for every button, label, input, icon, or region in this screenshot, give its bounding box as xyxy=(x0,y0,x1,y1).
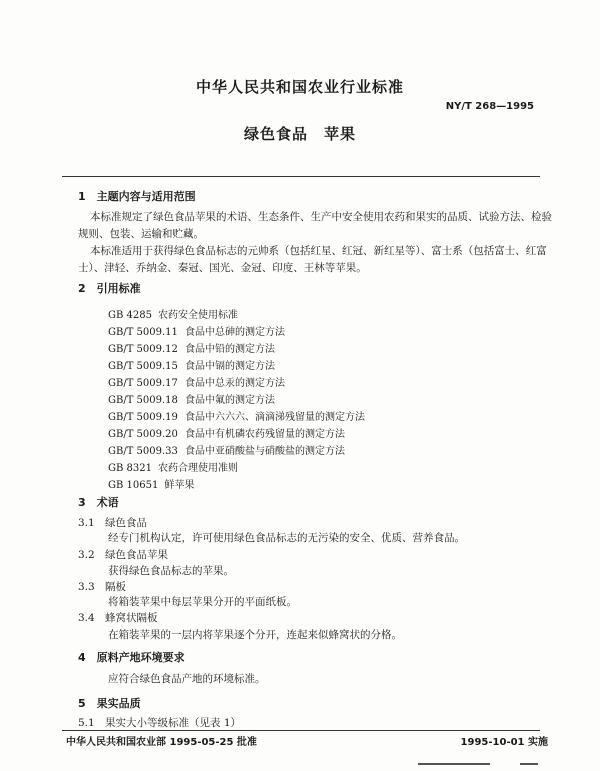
subsection-number: 5.1 xyxy=(78,717,95,729)
term-heading xyxy=(78,610,158,625)
reference-item xyxy=(108,408,365,423)
reference-title: 食品中有机磷农药残留量的测定方法 xyxy=(185,429,345,440)
term-number: 3.2 xyxy=(78,549,95,561)
standard-code: NY/T 268—1995 xyxy=(445,101,534,112)
reference-item xyxy=(108,306,238,321)
reference-title: 食品中总砷的测定方法 xyxy=(185,327,285,338)
term-name: 隔板 xyxy=(105,581,126,593)
reference-title: 鲜苹果 xyxy=(164,480,195,491)
approval-line: 中华人民共和国农业部 1995-05-25 批准 xyxy=(66,737,257,748)
scan-mark xyxy=(520,763,538,765)
term-heading xyxy=(78,579,126,594)
subsection-5-1 xyxy=(78,715,241,730)
reference-item xyxy=(108,476,194,491)
reference-code: GB/T 5009.20 xyxy=(108,429,178,440)
term-name: 绿色食品苹果 xyxy=(105,549,168,561)
section-2-heading: 2 引用标准 xyxy=(78,282,141,295)
implementation-date: 1995-10-01 实施 xyxy=(460,737,548,748)
term-definition: 经专门机构认定，许可使用绿色食品标志的无污染的安全、优质、营养食品。 xyxy=(108,532,465,544)
reference-code: GB 4285 xyxy=(108,310,152,321)
reference-title: 食品中亚硝酸盐与硝酸盐的测定方法 xyxy=(185,446,345,457)
reference-code: GB 10651 xyxy=(108,480,159,491)
reference-code: GB/T 5009.15 xyxy=(108,361,178,372)
term-name: 绿色食品 xyxy=(105,517,147,529)
footer-divider xyxy=(62,730,540,731)
reference-title: 食品中总汞的测定方法 xyxy=(185,378,285,389)
subsection-text: 果实大小等级标准（见表 1） xyxy=(105,717,242,729)
section-1-heading: 1 主题内容与适用范围 xyxy=(78,190,196,203)
term-number: 3.1 xyxy=(78,517,95,529)
reference-code: GB/T 5009.33 xyxy=(108,446,178,457)
section-5-heading: 5 果实品质 xyxy=(78,697,141,710)
reference-code: GB/T 5009.18 xyxy=(108,395,178,406)
section-1-para1-line1: 本标准规定了绿色食品苹果的术语、生态条件、生产中安全使用农药和果实的品质、试验方法、检验 xyxy=(90,211,552,223)
reference-item xyxy=(108,357,275,372)
reference-title: 食品中铅的测定方法 xyxy=(185,344,275,355)
reference-code: GB/T 5009.17 xyxy=(108,378,178,389)
section-1-para2-line2: 士）、津轻、乔纳金、秦冠、国光、金冠、印度、王林等苹果。 xyxy=(78,262,367,274)
section-4-text: 应符合绿色食品产地的环境标准。 xyxy=(108,673,266,685)
term-name: 蜂窝状隔板 xyxy=(105,612,158,624)
reference-title: 农药安全使用标准 xyxy=(157,310,238,321)
reference-item xyxy=(108,425,345,440)
reference-item xyxy=(108,340,275,355)
document-title: 绿色食品 苹果 xyxy=(243,125,356,143)
reference-code: GB 8321 xyxy=(108,463,152,474)
reference-code: GB/T 5009.12 xyxy=(108,344,178,355)
standard-category-title: 中华人民共和国农业行业标准 xyxy=(195,78,404,96)
section-1-para1-line2: 规则、包装、运输和贮藏。 xyxy=(78,228,204,240)
term-number: 3.3 xyxy=(78,581,95,593)
reference-title: 食品中氟的测定方法 xyxy=(185,395,275,406)
header-divider xyxy=(62,176,540,177)
term-heading xyxy=(78,547,168,562)
reference-code: GB/T 5009.19 xyxy=(108,412,178,423)
reference-item xyxy=(108,374,285,389)
reference-title: 食品中六六六、滴滴涕残留量的测定方法 xyxy=(185,412,365,423)
section-4-heading: 4 原料产地环境要求 xyxy=(78,651,185,664)
reference-item xyxy=(108,323,285,338)
term-definition: 在箱装苹果的一层内将苹果逐个分开，连起来似蜂窝状的分格。 xyxy=(108,629,402,641)
term-heading xyxy=(78,515,147,530)
reference-item xyxy=(108,459,238,474)
reference-item xyxy=(108,442,345,457)
term-definition: 将箱装苹果中每层苹果分开的平面纸板。 xyxy=(108,596,297,608)
reference-title: 农药合理使用准则 xyxy=(157,463,238,474)
section-3-heading: 3 术语 xyxy=(78,496,119,509)
reference-title: 食品中镉的测定方法 xyxy=(185,361,275,372)
term-number: 3.4 xyxy=(78,612,95,624)
term-definition: 获得绿色食品标志的苹果。 xyxy=(108,565,234,577)
reference-item xyxy=(108,391,275,406)
section-1-para2-line1: 本标准适用于获得绿色食品标志的元帅系（包括红星、红冠、新红星等）、富士系（包括富士、红富 xyxy=(90,245,547,257)
scan-mark xyxy=(418,763,490,765)
reference-code: GB/T 5009.11 xyxy=(108,327,178,338)
